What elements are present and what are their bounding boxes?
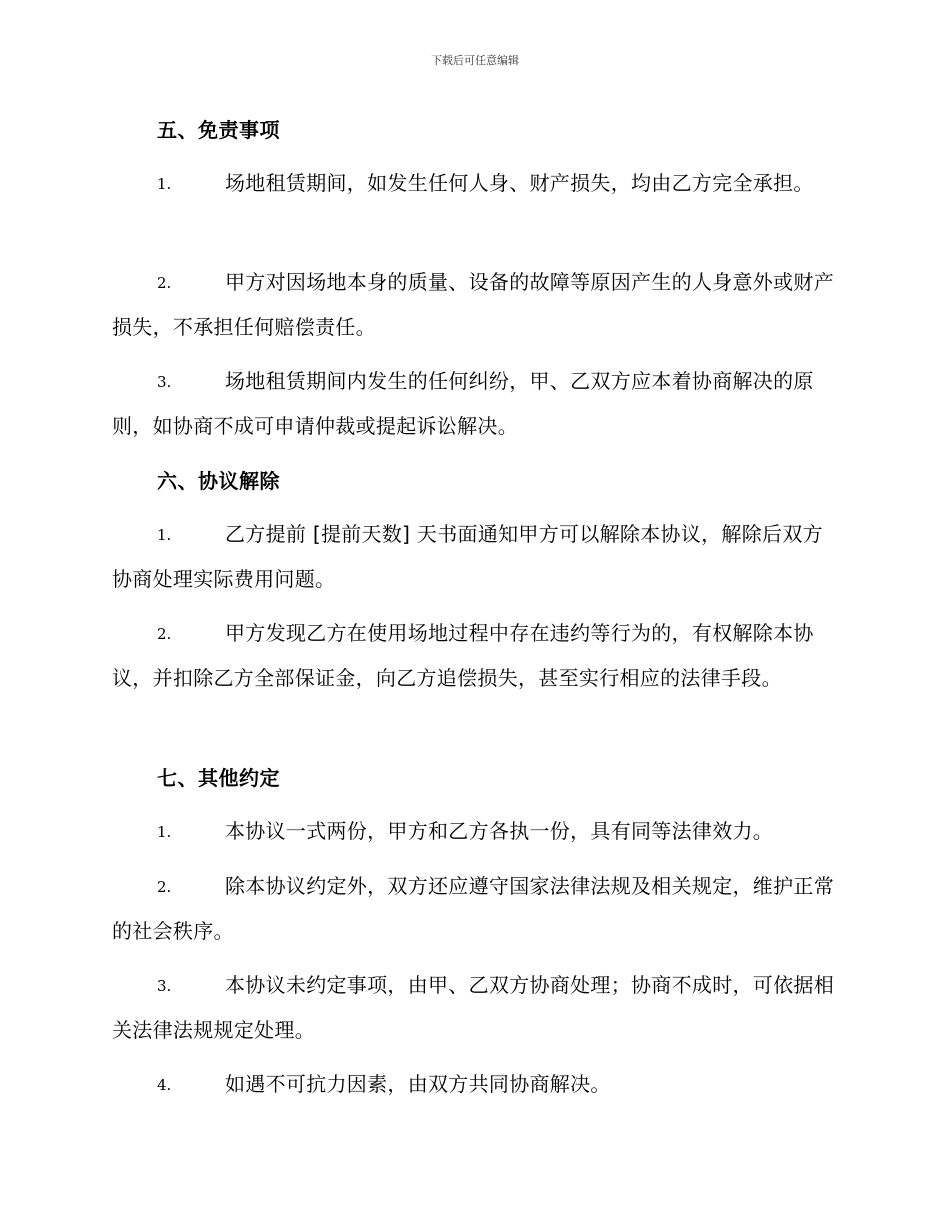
item-number: 2. (157, 878, 172, 896)
section-heading-6: 六、协议解除 (157, 469, 280, 493)
section-heading-5: 五、免责事项 (157, 118, 280, 142)
item-number: 1. (157, 175, 172, 193)
item-text: 乙方提前 [提前天数] 天书面通知甲方可以解除本协议，解除后双方协商处理实际费用问题。 (112, 522, 823, 591)
item-number: 3. (157, 977, 172, 995)
item-number: 1. (157, 526, 172, 544)
item-text: 甲方发现乙方在使用场地过程中存在违约等行为的，有权解除本协议，并扣除乙方全部保证金，向乙方追偿损失，甚至实行相应的法律手段。 (112, 621, 814, 690)
item-text: 本协议一式两份，甲方和乙方各执一份，具有同等法律效力。 (225, 819, 774, 843)
item-number: 2. (157, 625, 172, 643)
section-heading-7: 七、其他约定 (157, 766, 280, 790)
item-text: 如遇不可抗力因素，由双方共同协商解决。 (225, 1072, 611, 1096)
item-text: 本协议未约定事项，由甲、乙双方协商处理；协商不成时，可依据相关法律法规规定处理。 (112, 973, 834, 1042)
item-number: 3. (157, 373, 172, 391)
page-header: 下载后可任意编辑 (431, 54, 519, 67)
item-number: 2. (157, 274, 172, 292)
item-text: 甲方对因场地本身的质量、设备的故障等原因产生的人身意外或财产损失，不承担任何赔偿责任。 (112, 270, 834, 339)
item-number: 4. (157, 1076, 172, 1094)
item-number: 1. (157, 823, 172, 841)
item-text: 场地租赁期间内发生的任何纠纷，甲、乙双方应本着协商解决的原则，如协商不成可申请仲裁或提起诉讼解决。 (112, 369, 814, 438)
item-text: 除本协议约定外，双方还应遵守国家法律法规及相关规定，维护正常的社会秩序。 (112, 874, 834, 943)
item-text: 场地租赁期间，如发生任何人身、财产损失，均由乙方完全承担。 (225, 171, 814, 195)
